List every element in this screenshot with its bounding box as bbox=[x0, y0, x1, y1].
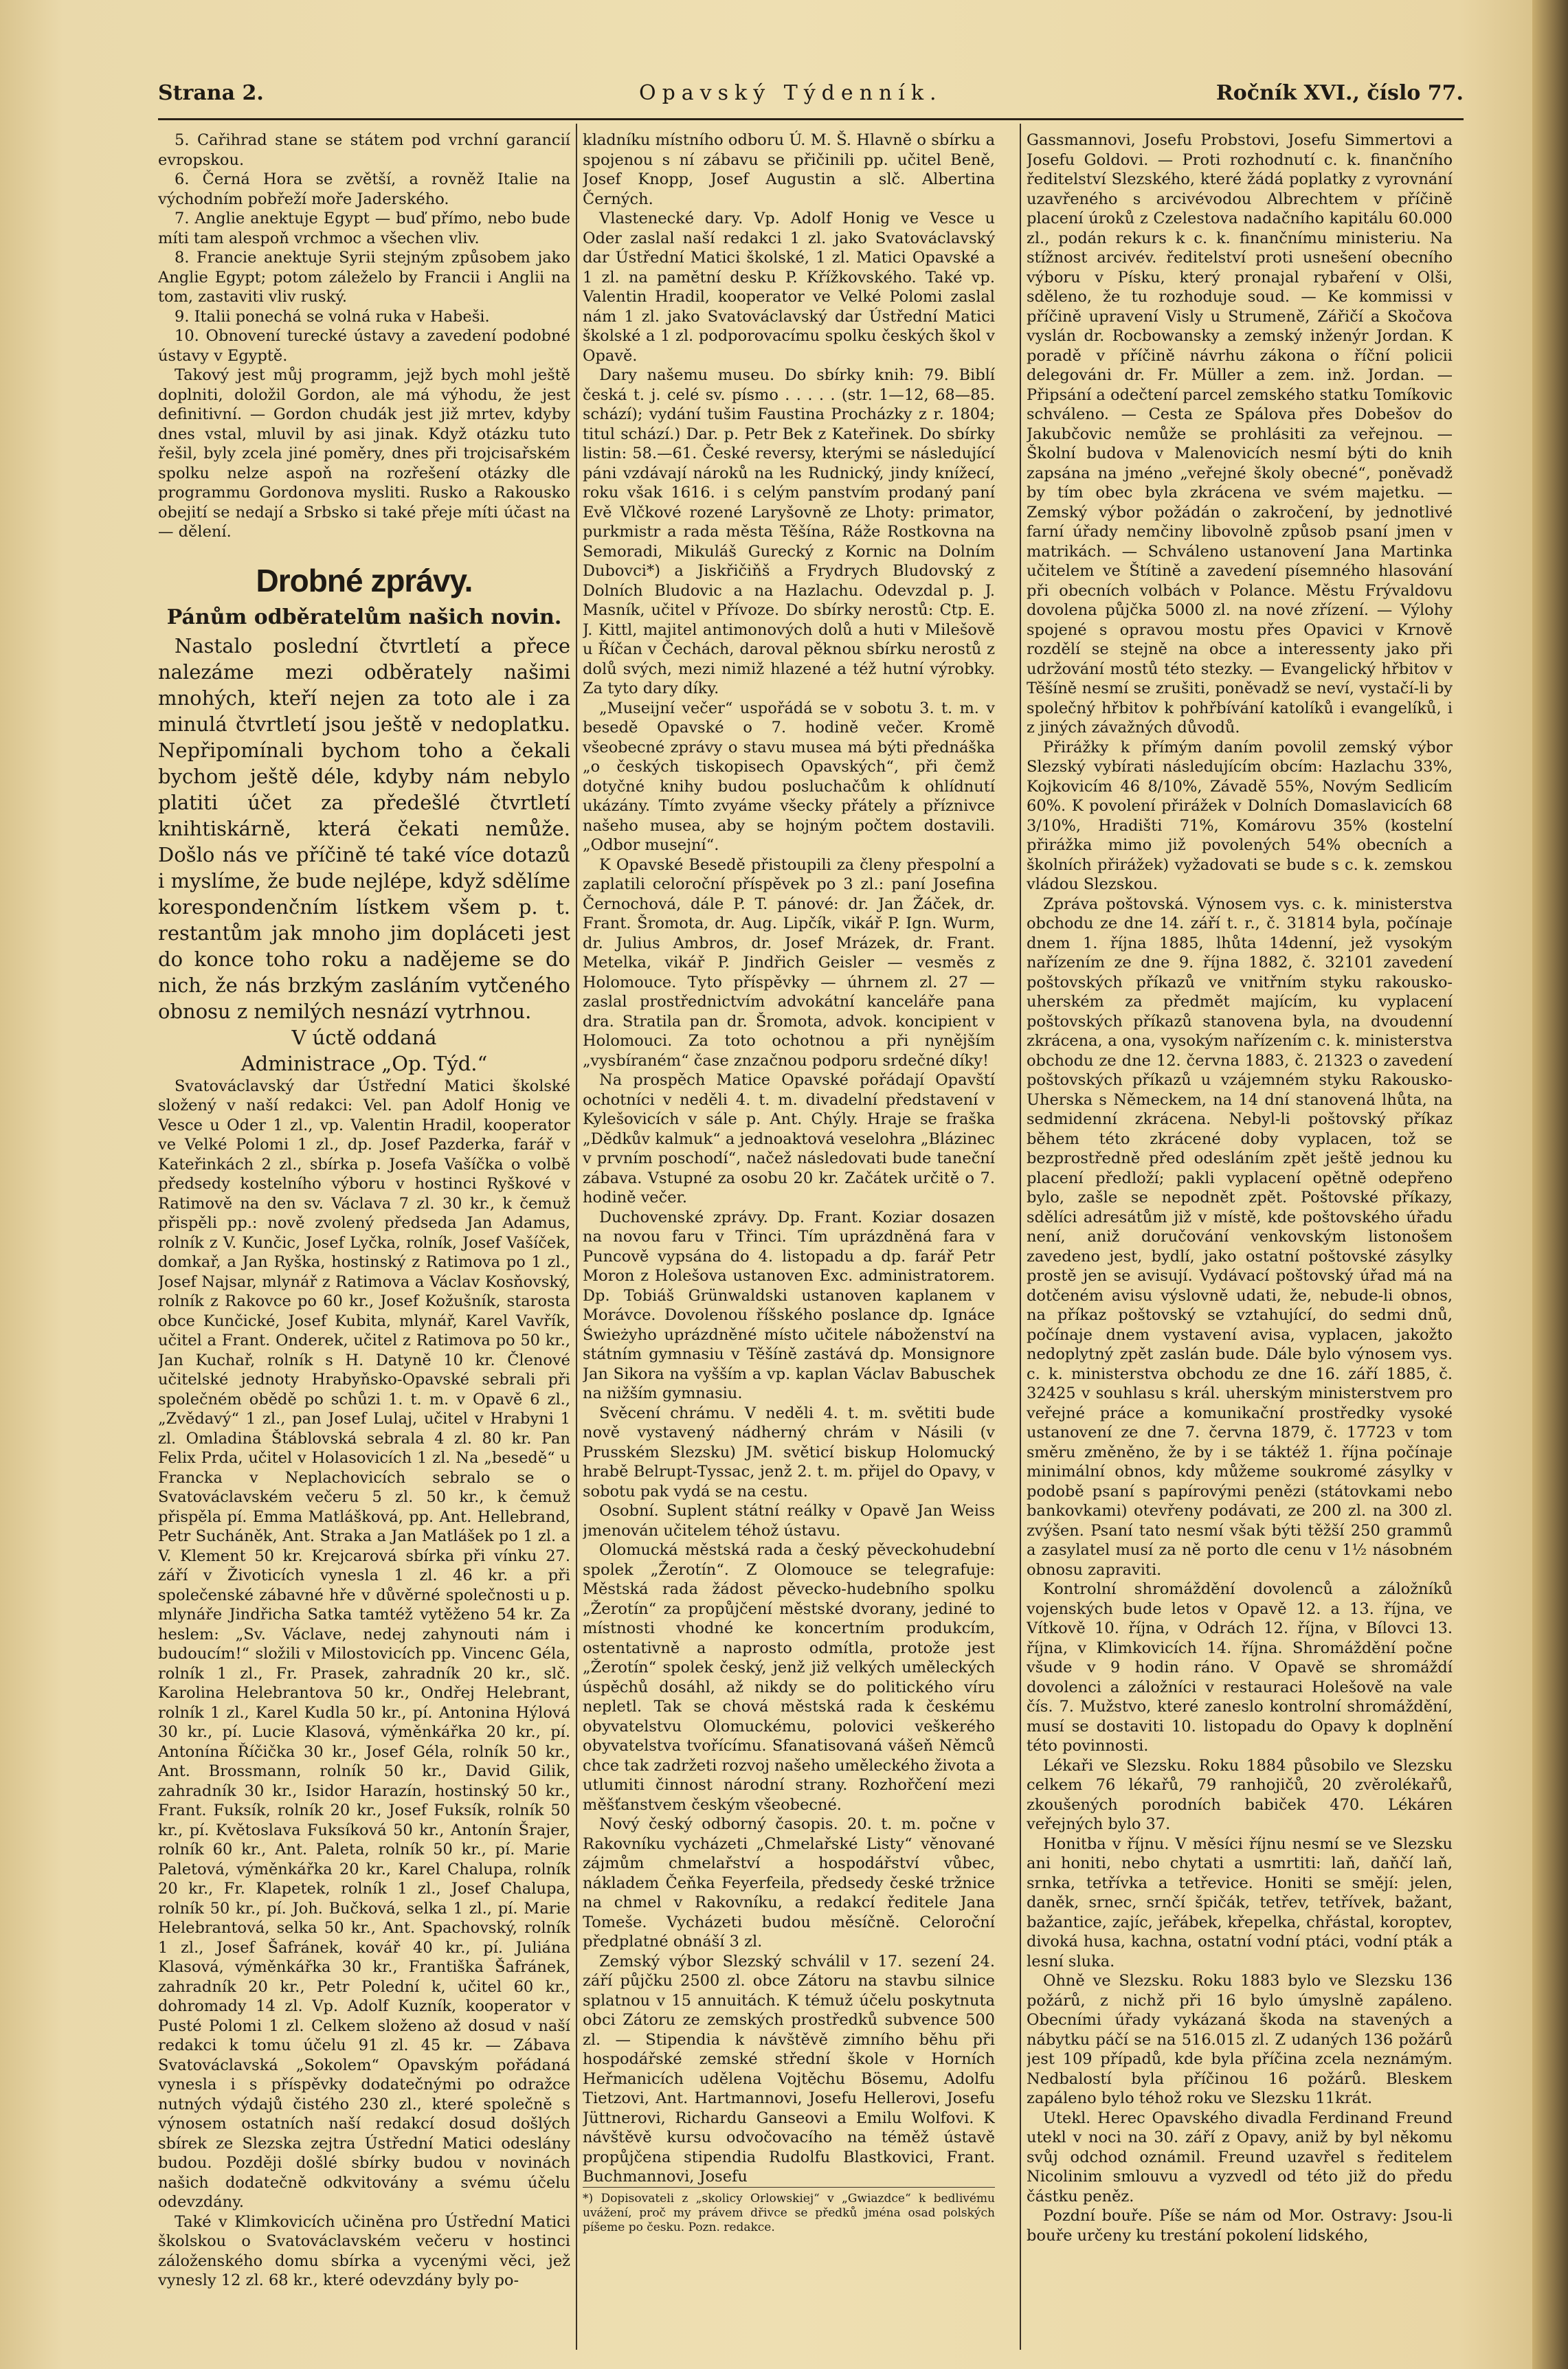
column-1 bbox=[158, 131, 570, 2343]
footnote: *) Dopisovateli z „skolicy Orlowskiej“ v „Gwiazdce“ k bedlivému uvážení, proč my právem dřivce se předků jména osad polských píšeme po česku. Pozn. redakce. bbox=[583, 2187, 995, 2235]
header-rule bbox=[158, 118, 1464, 120]
article-paragraph: Zemský výbor Slezský schválil v 17. sezení 24. září půjčku 2500 zl. obce Zátoru na stavbu silnice splatnou v 15 annuitách. K témuž účelu poskytnuta obci Zátoru ze zemských prostředků subvence 500 zl. — Stipendia k návštěvě zimního běhu při hospodářské zemské střední škole v Horních Heřmanicích udělena Vojtěchu Bösemu, Adolfu Tietzovi, Ant. Hartmannovi, Josefu Hellerovi, Josefu Jüttnerovi, Richardu Ganseovi a Emilu Wolfovi. K návštěvě kursu odvočovacího na téměž ústavě propůjčena stipendia Rudolfu Blastkovici, Frant. Buchmannovi, Josefu bbox=[583, 1952, 995, 2186]
article-paragraph: Svěcení chrámu. V neděli 4. t. m. světiti bude nově vystavený nádherný chrám v Násili (v Prusském Slezsku) JM. světicí biskup Holomucký hrabě Belrupt-Tyssac, jenž 2. t. m. přijel do Opavy, v sobotu pak vydá se na cestu. bbox=[583, 1404, 995, 1501]
article-paragraph: 10. Obnovení turecké ústavy a zavedení podobné ústavy v Egyptě. bbox=[158, 327, 570, 365]
notice-signature: Administrace „Op. Týd.“ bbox=[240, 1051, 488, 1075]
column-2 bbox=[583, 131, 995, 2343]
article-paragraph: Také v Klimkovicích učiněna pro Ústřední Matici školskou o Svatováclavském večeru v hostinci záloženského domu sbírka a vycenými věci, jež vynesly 12 zl. 68 kr., které odevzdány byly po- bbox=[158, 2212, 570, 2289]
notice-signature-line: V úctě oddaná bbox=[291, 1025, 437, 1049]
article-paragraph: Dary našemu museu. Do sbírky knih: 79. Biblí česká t. j. celé sv. písmo . . . . . (str. 1—12, 68—85. schází); vydání tušim Faustina Procházky z r. 1804; titul schází.) Dar. p. Petr Bek z Kateřinek. Do sbírky listin: 58.—61. České reversy, kterými se následující páni vzdávají nároků na les Rudnický, jindy knížecí, roku však 1616. i s celým panstvím prodaný paní Evě Vlčkové rozené Laryšovně ze Lhoty: primator, purkmistr a rada města Těšína, Ráže Rostkovna na Semoradi, Mikuláš Gurecký z Kornic na Dolním Dubovci*) a Jiskřičiňš a Frydrych Bludovský z Dolních Bludovic a na Hazlachu. Odevzdal p. J. Masník, učitel v Přívoze. Do sbírky nerostů: Ctp. E. J. Kittl, majitel antimonových dolů a huti v Milešově u Říčan v Čechách, daroval pěknou sbírku nerostů z dolů svých, mezi nimiž hlazené a též hutní výrobky. Za tyto dary díky. bbox=[583, 366, 995, 697]
article-paragraph: Kontrolní shromáždění dovolenců a záložníků vojenských bude letos v Opavě 12. a 13. října, ve Vítkově 10. října, v Odrách 12. října, v Bílovci 13. října, v Klimkovicích 14. října. Shromáždění počne všude v 9 hodin ráno. V Opavě se shromáždí dovolenci a záložníci v restauraci Holešově na vale čís. 7. Mužstvo, které zaneslo kontrolní shromáždění, musí se dostaviti 10. listopadu do Opavy k doplnění této povinnosti. bbox=[1027, 1580, 1453, 1755]
article-paragraph: K Opavské Besedě přistoupili za členy přespolní a zaplatili celoroční příspěvek po 3 zl.: paní Josefina Černochová, dále P. T. pánové: dr. Jan Žáček, dr. Frant. Šromota, dr. Aug. Lipčík, vikář P. Ign. Wurm, dr. Julius Ambros, dr. Josef Mrázek, dr. Frant. Metelka, vikář P. Jindřich Geisler — vesměs z Holomouce. Tyto příspěvky — úhrnem zl. 27 — zaslal prostřednictvím advokátní kanceláře pana dra. Stratila pan dr. Šromota, advok. koncipient v Holomouci. Za toto ochotnou a při nynějším „vysbíraném“ čase znzačnou podporu srdečné díky! bbox=[583, 855, 995, 1070]
article-paragraph: Ohně ve Slezsku. Roku 1883 bylo ve Slezsku 136 požárů, z nichž při 16 bylo úmyslně zapáleno. Obecními úřady vykázaná škoda na stavených a nábytku páčí se na 516.015 zl. Z udaných 136 požárů jest 109 případů, kde byla příčina zcela neznámým. Nedbalostí byla příčinou 16 požárů. Bleskem zapáleno bylo téhož roku ve Slezsku 11krát. bbox=[1027, 1972, 1453, 2107]
notice-text: Nastalo poslední čtvrtletí a přece nalezáme mezi odběrately našimi mnohých, kteří nejen za toto ale i za minulá čtvrtletí jsou ještě v nedoplatku. Nepřipomínali bychom toho a čekali bychom ještě déle, kdyby nám nebylo platiti účet za předešlé čtvrtletí knihtiskárně, která čekati nemůže. Došlo nás ve příčině té také více dotazů i myslíme, že bude nejlépe, když sdělíme korespondenčním lístkem všem p. t. restantům jak mnoho jim dopláceti jest do konce toho roku a nadějeme se do nich, že nás brzkým zasláním vytčeného obnosu z nemilých nesnází vytrhnou. bbox=[158, 633, 570, 1023]
binding-edge bbox=[1532, 0, 1568, 2369]
notice-title: Pánům odběratelům našich novin. bbox=[166, 605, 562, 629]
issue-info: Ročník XVI., číslo 77. bbox=[1216, 81, 1464, 105]
article-paragraph: kladníku místního odboru Ú. M. Š. Hlavně o sbírku a spojenou s ní zábavu se přičinili pp. učitel Beně, Josef Knopp, Josef Augustin a slč. Albertina Černých. bbox=[583, 131, 995, 208]
article-paragraph: Svatováclavský dar Ústřední Matici školské složený v naší redakci: Vel. pan Adolf Honig ve Vesce u Oder 1 zl., vp. Valentin Hradil, kooperator ve Velké Polomi 1 zl., dp. Josef Pazderka, farář v Kateřinkách 2 zl., sbírka p. Josefa Vašíčka o volbě předsedy kostelního výboru v hostinci Ryškové v Ratimově na den sv. Václava 7 zl. 30 kr., k čemuž přispěli pp.: nově zvolený předseda Jan Adamus, rolník z V. Kunčic, Josef Lyčka, rolník, Josef Vašíček, domkař, a Jan Ryška, hostinský z Ratimova po 1 zl., Josef Najsar, mlynář z Ratimova a Václav Kosňovský, rolník z Rakovce po 60 kr., Josef Kožušník, starosta obce Kunčické, Josef Kubita, mlynář, Karel Vavřík, učitel a Frant. Onderek, učitel z Ratimova po 50 kr., Jan Kuchař, rolník s H. Datyně 10 kr. Členové učitelské jednoty Hrabyňsko-Opavské sebrali při společném obědě po schůzi 1. t. m. v Opavě 6 zl., „Zvědavý“ 1 zl., pan Josef Lulaj, učitel v Hrabyni 1 zl. Omladina Štáblovská sebrala 4 zl. 80 kr. Pan Felix Prda, učitel v Holasovicích 1 zl. Na „besedě“ u Francka v Neplachovicích sebralo se o Svatováclavském večeru 5 zl. 50 kr., k čemuž přispěla pí. Emma Matlášková, pp. Ant. Hellebrand, Petr Sucháněk, Ant. Straka a Jan Matlášek po 1 zl. a V. Klement 50 kr. Krejcarová sbírka při vínku 27. září v Životicích vynesla 1 zl. 46 kr. a při společenské zábavné hře v důvěrné společnosti u p. mlynáře Jindřicha Satka tamtéž vytěženo 54 kr. Za heslem: „Sv. Václave, nedej zahynouti nám i budoucím!“ složili v Milostovicích pp. Vincenc Géla, rolník 1 zl., Fr. Prasek, zahradník 20 kr., slč. Karolina Helebrantova 50 kr., Ondřej Helebrant, rolník 1 zl., Karel Kudla 50 kr., pí. Antonina Hýlová 30 kr., pí. Lucie Klasová, výměnkářka 20 kr., pí. Antonína Říčička 30 kr., Josef Géla, rolník 50 kr., Ant. Brossmann, rolník 50 kr., David Gilik, zahradník 30 kr., Isidor Harazín, hostinský 50 kr., Frant. Fuksík, rolník 20 kr., Josef Fuksík, rolník 50 kr., pí. Květoslava Fuksíková 50 kr., Antonín Šrajer, rolník 60 kr., Ant. Paleta, rolník 50 kr., pí. Marie Paletová, výměnkářka 20 kr., Karel Chalupa, rolník 20 kr., Fr. Klapetek, rolník 1 zl., Josef Chalupa, rolník 50 kr., pí. Joh. Bučková, selka 1 zl., pí. Marie Helebrantová, selka 50 kr., Ant. Spachovský, rolník 1 zl., Josef Šafránek, kovář 40 kr., pí. Juliána Klasová, výměnkářka 30 kr., Františka Šafránek, zahradník 20 kr., Petr Polední k, učitel 60 kr., dohromady 14 zl. Vp. Adolf Kuzník, kooperator v Pusté Polomi 1 zl. Celkem složeno až dosud v naší redakci k tomu účelu 91 zl. 45 kr. — Zábava Svatováclavská „Sokolem“ Opavským pořádaná vynesla i s příspěvky dodatečnými po odražce nutných výdajů čistého 230 zl., které společně s výnosem ostatních naší redakcí dosud došlých sbírek ze Slezska zejtra Ústřední Matici odeslány budou. Později došlé sbírky budou v novinách našich dodatečně odkvitovány a svému účelu odevzdány. bbox=[158, 1077, 570, 2211]
article-paragraph: 9. Italii ponechá se volná ruka v Habeši. bbox=[175, 307, 490, 326]
page-header bbox=[158, 81, 1464, 122]
column-divider-1 bbox=[576, 124, 577, 2350]
article-paragraph: Přirážky k přímým daním povolil zemský výbor Slezský vybírati následujícím obcím: Hazlachu 33%, Kojkovicím 46 8/10%, Závadě 55%, Novým Sedlicím 60%. K povolení přirážek v Dolních Domaslavicích 68 3/10%, Hradišti 71%, Komárovu 35% (kostelní přirážka mimo již povolených 54% obecních a školních přirážek) vyžadovati se bude s c. k. zemskou vládou Slezskou. bbox=[1027, 738, 1453, 893]
section-title: Drobné zprávy. bbox=[256, 562, 473, 598]
article-paragraph: Osobní. Suplent státní reálky v Opavě Jan Weiss jmenován učitelem téhož ústavu. bbox=[583, 1502, 995, 1540]
paper-title: Opavský Týdenník. bbox=[639, 81, 943, 105]
article-paragraph: 6. Černá Hora se zvětší, a rovněž Italie na východním pobřeží moře Jaderského. bbox=[158, 170, 570, 208]
article-paragraph: Lékaři ve Slezsku. Roku 1884 působilo ve Slezsku celkem 76 lékařů, 79 ranhojičů, 20 zvěrolékařů, zkoušených porodních babiček 470. Lékáren veřejných bylo 37. bbox=[1027, 1756, 1453, 1833]
article-paragraph: 5. Cařihrad stane se státem pod vrchní garancií evropskou. bbox=[158, 131, 570, 169]
article-paragraph: Na prospěch Matice Opavské pořádají Opavští ochotníci v neděli 4. t. m. divadelní představení v Kylešovicích v sále p. Ant. Chýly. Hraje se fraška „Dědkův kalmuk“ a jednoaktová veselohra „Blázinec v prvním poschodí“, načež následovati bude taneční zábava. Vstupné za osobu 20 kr. Začátek určitě o 7. hodině večer. bbox=[583, 1071, 995, 1206]
article-paragraph: 8. Francie anektuje Syrii stejným způsobem jako Anglie Egypt; potom záleželo by Francii i Anglii na tom, zastaviti vliv ruský. bbox=[158, 249, 570, 306]
page-number: Strana 2. bbox=[158, 81, 264, 105]
article-paragraph: Takový jest můj programm, jejž bych mohl ještě doplniti, doložil Gordon, ale má výhodu, že jest definitivní. — Gordon chudák jest již mrtev, kdyby dnes vstal, mluvil by asi jinak. Když otázku tuto řešil, byly zcela jiné poměry, dnes při trojcisařském spolku nelze aspoň na rozřešení otázky dle programmu Gordonova mysliti. Rusko a Rakousko obejití se nedají a Srbsko si také přeje míti účast na — dělení. bbox=[158, 366, 570, 541]
article-paragraph: Gassmannovi, Josefu Probstovi, Josefu Simmertovi a Josefu Goldovi. — Proti rozhodnutí c. k. finančního ředitelství Slezského, které žádá poplatky z vyrovnání uzavřeného s arcivévodou Albrechtem v příčině placení úroků z Czelestova nadačního kapitálu 60.000 zl., podán rekurs k c. k. finančnímu ministeriu. Na stížnost arcivév. ředitelství proti usnešení obecního výboru v Písku, který pronajal rybaření v Olši, sděleno, že tu rozhoduje soud. — Ke kommissi v příčině upravení Visly u Strumeně, Zářičí a Skočova vyslán dr. Rocbowansky a zemský inženýr Jordan. K poradě v příčině návrhu zákona o říční policii delegováni dr. Fr. Müller a zem. inž. Jordan. — Připsání a odečtení parcel zemského statku Tomíkovic schváleno. — Cesta ze Spálova přes Dobešov do Jakubčovic nemůže se prohlásiti za veřejnou. — Školní budova v Malenovicích nesmí býti do knih zapsána na jméno „veřejné školy obecné“, poněvadž by tím obec byla zkrácena ve svém majetku. — Zemský výbor požádán o zakročení, by jednotlivé farní úřady nemčiny libovolně způsob psaní jmen v matrikách. — Schváleno ustanovení Jana Martinka učitelem ve Štítině a zavedení písemného hlasování při obecních volbách v Polance. Městu Frývaldovu dovolena půjčka 5000 zl. na nové zřízení. — Výlohy spojené s opravou mostu přes Opavici v Krnově rozdělí se stejně na obce a interessenty jako při udržování mostů této stezky. — Evangelický hřbitov v Těšíně nesmí se zrušiti, poněvadž se neví, vystačí-li by společný hřbitov k pohřbívání katolíků i evangelíků, i z jiných závažných důvodů. bbox=[1027, 131, 1453, 737]
column-divider-2 bbox=[1020, 124, 1021, 2350]
column-3 bbox=[1027, 131, 1453, 2343]
article-paragraph: Utekl. Herec Opavského divadla Ferdinand Freund utekl v noci na 30. září z Opavy, aniž by byl někomu svůj odchod oznámil. Freund uzavřel s ředitelem Nicolinim smlouvu a vyzvedl od této již do předu částku peněz. bbox=[1027, 2109, 1453, 2205]
article-paragraph: „Museijní večer“ uspořádá se v sobotu 3. t. m. v besedě Opavské o 7. hodině večer. Kromě všeobecné zprávy o stavu musea má býti přednáška „o českých tiskopisech Opavských“, při čemž dotyčné knihy budou posluchačům k ohlídnutí ukázány. Tímto zvyáme všecky přátely a příznivce našeho musea, aby se hojným počtem dostavili. „Odbor musejní“. bbox=[583, 699, 995, 854]
article-paragraph: Duchovenské zprávy. Dp. Frant. Koziar dosazen na novou faru v Třinci. Tím uprázdněná fara v Puncově vypsána do 4. listopadu a dp. farář Petr Moron z Holešova ustanoven Exc. administratorem. Dp. Tobiáš Grünwaldski ustanoven kaplanem v Morávce. Dovolenou říšského poslance dp. Ignáce Świeżyho uprázdněné místo učitele náboženství na státním gymnasiu v Těšíně zastává dp. Monsignore Jan Sikora na vyšším a vp. kaplan Václav Babuschek na nižším gymnasiu. bbox=[583, 1208, 995, 1402]
article-paragraph: 7. Anglie anektuje Egypt — buď přímo, nebo bude míti tam alespoň vrchmoc a všechen vliv. bbox=[158, 210, 570, 247]
article-paragraph: Nový český odborný časopis. 20. t. m. počne v Rakovníku vycházeti „Chmelařské Listy“ věnované zájmům chmelařství a hospodářství vůbec, nákladem Čeňka Feyerfeila, předsedy české tržnice na chmel v Rakovníku, a redakcí ředitele Jana Tomeše. Vycházeti budou měsíčně. Celoroční předplatné obnáší 3 zl. bbox=[583, 1815, 995, 1951]
article-paragraph: Olomucká městská rada a český pěveckohudební spolek „Žerotín“. Z Olomouce se telegrafuje: Městská rada žádost pěvecko-hudebního spolku „Žerotín“ za propůjčení městské dvorany, jediné to místnosti vhodné ke koncertním produkcím, ostentativně a naprosto odmítla, protože jest „Žerotín“ spolek český, jenž již velkých uměleckých úspěchů dosáhl, až nikdy se do politického víru nepletl. Tak se chová městská rada k českému obyvatelstvu Olomuckému, polovici veškerého obyvatelstva tvořícímu. Sfanatisovaná vášeň Němců chce tak zadržeti rozvoj našeho uměleckého života a utlumiti činnost národní strany. Rozhořčení mezi měšťanstvem českým všeobecné. bbox=[583, 1541, 995, 1814]
article-paragraph: Honitba v říjnu. V měsíci říjnu nesmí se ve Slezsku ani honiti, nebo chytati a usmrtiti: laň, daňčí laň, srnka, tetřívka a tetřevice. Honiti se smějí: jelen, daněk, srnec, srnčí špičák, tetřev, tetřívek, bažant, bažantice, zajíc, jeřábek, křepelka, chřástal, koroptev, divoká husa, kachna, ostatní vodní ptáci, vodní pták a lesní sluka. bbox=[1027, 1834, 1453, 1971]
article-paragraph: Vlastenecké dary. Vp. Adolf Honig ve Vesce u Oder zaslal naší redakci 1 zl. jako Svatováclavský dar Ústřední Matici školské, 1 zl. Matici Opavské a 1 zl. na pamětní desku P. Křížkovského. Také vp. Valentin Hradil, kooperator ve Velké Polomi zaslal nám 1 zl. jako Svatováclavský dar Ústřední Matici školské a 1 zl. podporovacímu spolku českých škol v Opavě. bbox=[583, 210, 995, 365]
article-paragraph: Zpráva poštovská. Výnosem vys. c. k. ministerstva obchodu ze dne 14. září t. r., č. 31814 byla, počínaje dnem 1. října 1885, lhůta 14denní, jež vysokým nařízením ze dne 9. října 1882, č. 32101 zavedení poštovských příkazů ve vnitřním styku rakousko-uherském za předmět majícím, ku vyplacení poštovských příkazů stanovena byla, na dvoudenní zkrácena, a ona, vysokým nařízením c. k. ministerstva obchodu ze dne 12. června 1883, č. 21323 o zavedení poštovských příkazů u vzájemném styku Rakousko-Uherska s Německem, na 14 dní stanovená lhůta, na sedmidenní zkrácena. Nebyl-li poštovský příkaz během této zkrácené doby vyplacen, tož se bezprostředně před odesláním zpět ještě jednou ku placení předloží; pakli vyplacení opětně odepřeno bylo, zašle se nepodnět zpět. Poštovské příkazy, sdělíci adresátům již v místě, kde poštovského úřadu není, aniž doručování venkovským listonošem zavedeno jest, bydlí, jako ostatní poštovské zásylky prostě jen se avisují. Vydávací poštovský úřad má na dotčeném avisu výslovně udati, že, nebude-li obnos, na příkaz poštovský se vztahující, do sedmi dnů, počínaje dnem vystavení avisa, vyplacen, jakožto nedoplytný zpět zaslán bude. Dále bylo výnosem vys. c. k. ministerstva obchodu ze dne 16. září 1885, č. 32425 v souhlasu s král. uherským ministerstvem pro veřejné práce a komunikační prostředky vysoké ustanovení ze dne 7. června 1879, č. 17723 v tom směru změněno, že by i se táktéž 1. října počínaje minimální obnos, kdy můžeme soukromé zásylky v podobě psaní s papírovými penězi (státovkami nebo bankovkami) otevřeny podávati, ze 200 zl. na 300 zl. zvýšen. Psaní tato nesmí však býti těžší 250 grammů a zasylatel musí za ně porto dle cenu v 1½ násobném obnosu zapraviti. bbox=[1027, 895, 1453, 1579]
article-paragraph: Pozdní bouře. Píše se nám od Mor. Ostravy: Jsou-li bouře určeny ku trestání pokolení lidského, bbox=[1027, 2207, 1453, 2245]
